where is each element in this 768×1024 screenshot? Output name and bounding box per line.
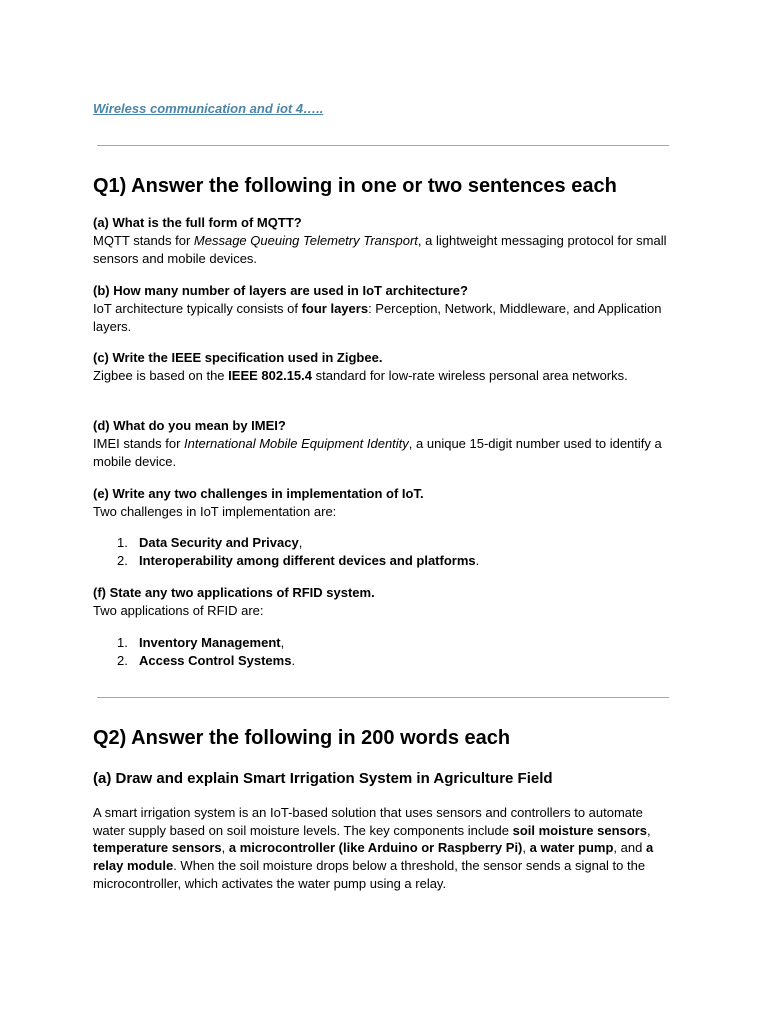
- q1-d-block: [93, 417, 671, 471]
- q1-e-list: [93, 534, 479, 570]
- q1-f-answer: Two applications of RFID are:: [93, 603, 264, 618]
- q1-d-question: (d) What do you mean by IMEI?: [93, 418, 286, 433]
- q1-b-question: (b) How many number of layers are used in IoT architecture?: [93, 283, 468, 298]
- list-item: 1. Inventory Management,: [117, 635, 285, 650]
- q1-a-answer: MQTT stands for Message Queuing Telemetry Transport, a lightweight messaging protocol for small sensors and mobile devices.: [93, 233, 667, 266]
- q1-a-question: (a) What is the full form of MQTT?: [93, 215, 302, 230]
- q2-a-heading: (a) Draw and explain Smart Irrigation System in Agriculture Field: [93, 770, 553, 787]
- q1-e-question: (e) Write any two challenges in implementation of IoT.: [93, 486, 424, 501]
- q1-e-answer: Two challenges in IoT implementation are:: [93, 504, 337, 519]
- q1-c-answer: Zigbee is based on the IEEE 802.15.4 standard for low-rate wireless personal area networks.: [93, 368, 628, 383]
- q1-c-question: (c) Write the IEEE specification used in Zigbee.: [93, 350, 383, 365]
- q1-f-block: [93, 584, 671, 620]
- list-item: 2. Interoperability among different devices and platforms.: [117, 553, 480, 568]
- q1-c-block: [93, 349, 671, 385]
- q1-d-answer: IMEI stands for International Mobile Equipment Identity, a unique 15-digit number used to identify a mobile device.: [93, 436, 662, 469]
- q1-heading: Q1) Answer the following in one or two sentences each: [93, 175, 617, 197]
- list-item: 2. Access Control Systems.: [117, 653, 296, 668]
- divider: [97, 697, 669, 698]
- divider: [97, 145, 669, 146]
- q2-heading: Q2) Answer the following in 200 words each: [93, 727, 511, 749]
- q2-a-paragraph: A smart irrigation system is an IoT-based solution that uses sensors and controllers to automate water supply based on soil moisture levels. The key components include soil moisture sensors, temperature sensors, a microcontroller (like Arduino or Raspberry Pi), a water pump, and a relay module. When the soil moisture drops below a threshold, the sensor sends a signal to the microcontroller, which activates the water pump using a relay.: [93, 805, 654, 891]
- q1-f-question: (f) State any two applications of RFID system.: [93, 585, 375, 600]
- q1-a-block: [93, 214, 671, 268]
- list-item: 1. Data Security and Privacy,: [117, 535, 303, 550]
- document-title-link[interactable]: Wireless communication and iot 4…..: [93, 101, 324, 116]
- q1-b-block: [93, 282, 671, 336]
- q1-e-block: [93, 485, 671, 521]
- q1-b-answer: IoT architecture typically consists of four layers: Perception, Network, Middleware, and Application layers.: [93, 301, 662, 334]
- q1-f-list: [93, 634, 295, 670]
